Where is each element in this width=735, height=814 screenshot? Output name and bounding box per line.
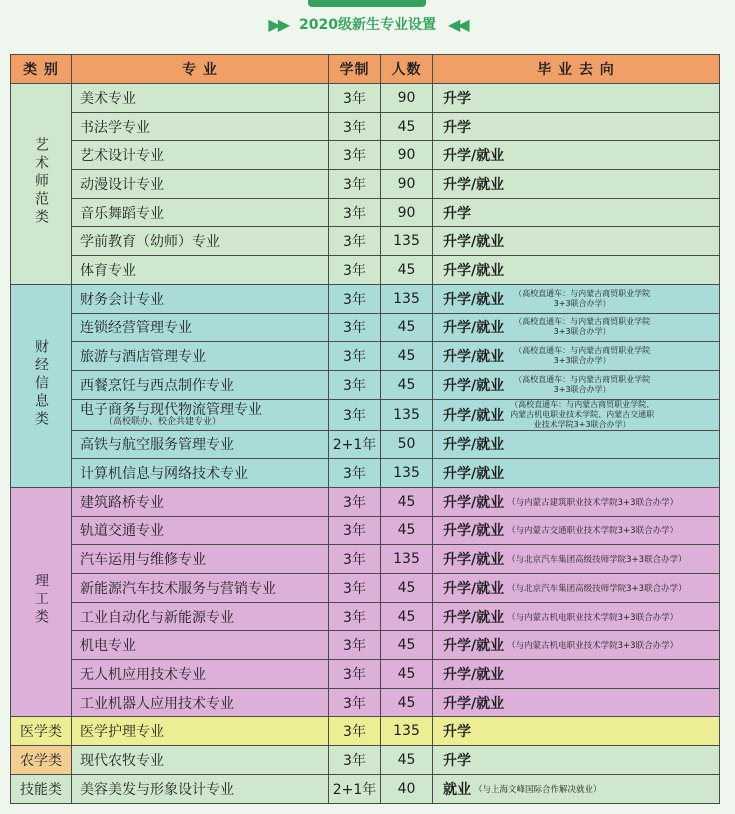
destination-cell bbox=[433, 631, 720, 660]
table-row bbox=[11, 227, 720, 256]
category-label: 医学类 bbox=[20, 724, 62, 741]
category-cell bbox=[11, 717, 72, 746]
destination-cell bbox=[433, 141, 720, 170]
count-cell: 135 bbox=[381, 717, 433, 746]
major-cell bbox=[72, 459, 329, 488]
count-cell: 90 bbox=[381, 84, 433, 113]
major-subtitle: （高校联办、校企共建专业） bbox=[104, 416, 222, 427]
destination-text: 升学/就业 bbox=[443, 580, 505, 597]
years-cell: 2+1年 bbox=[329, 430, 381, 459]
count-cell: 45 bbox=[381, 516, 433, 545]
major-cell bbox=[72, 660, 329, 689]
destination-text: 升学 bbox=[443, 724, 471, 741]
destination-text: 升学/就业 bbox=[443, 148, 505, 165]
destination-text: 升学/就业 bbox=[443, 552, 505, 569]
years-cell: 3年 bbox=[329, 688, 381, 717]
major-name: 机电专业 bbox=[80, 638, 136, 655]
destination-cell bbox=[433, 459, 720, 488]
count-cell: 45 bbox=[381, 313, 433, 342]
major-name: 音乐舞蹈专业 bbox=[80, 205, 164, 222]
major-name: 医学护理专业 bbox=[80, 724, 164, 741]
destination-note: （高校直通车：与内蒙古商贸职业学院3+3联合办学） bbox=[514, 317, 651, 337]
major-name: 高铁与航空服务管理专业 bbox=[80, 437, 234, 454]
major-name: 无人机应用技术专业 bbox=[80, 666, 206, 683]
major-name: 工业自动化与新能源专业 bbox=[80, 609, 234, 626]
arrow-right-icon: ▶▶ bbox=[268, 14, 288, 34]
destination-cell bbox=[433, 430, 720, 459]
years-cell: 3年 bbox=[329, 227, 381, 256]
destination-note: （与内蒙古交通职业技术学院3+3联合办学） bbox=[507, 526, 679, 537]
table-row bbox=[11, 717, 720, 746]
major-cell bbox=[72, 399, 329, 430]
destination-note: （高校直通车：与内蒙古商贸职业学院3+3联合办学） bbox=[514, 374, 651, 394]
destination-text: 升学/就业 bbox=[443, 666, 505, 683]
destination-text: 升学/就业 bbox=[443, 176, 505, 193]
destination-cell bbox=[433, 256, 720, 285]
destination-text: 升学/就业 bbox=[443, 609, 505, 626]
years-cell: 3年 bbox=[329, 487, 381, 516]
major-name: 新能源汽车技术服务与营销专业 bbox=[80, 580, 276, 597]
destination-text: 升学/就业 bbox=[443, 320, 505, 337]
years-cell: 3年 bbox=[329, 717, 381, 746]
years-cell: 3年 bbox=[329, 631, 381, 660]
destination-text: 升学/就业 bbox=[443, 494, 505, 511]
years-cell: 3年 bbox=[329, 545, 381, 574]
years-cell: 3年 bbox=[329, 746, 381, 775]
destination-text: 升学/就业 bbox=[443, 291, 505, 308]
category-cell bbox=[11, 487, 72, 717]
major-name: 学前教育（幼师）专业 bbox=[80, 234, 220, 251]
destination-text: 升学 bbox=[443, 119, 471, 136]
major-name: 建筑路桥专业 bbox=[80, 494, 164, 511]
table-row bbox=[11, 112, 720, 141]
years-cell: 3年 bbox=[329, 370, 381, 399]
destination-text: 升学/就业 bbox=[443, 437, 505, 454]
destination-cell bbox=[433, 660, 720, 689]
years-cell: 3年 bbox=[329, 574, 381, 603]
banner-title: 2020级新生专业设置 bbox=[299, 17, 436, 33]
destination-cell bbox=[433, 487, 720, 516]
major-cell bbox=[72, 574, 329, 603]
major-name: 书法学专业 bbox=[80, 119, 150, 136]
major-cell bbox=[72, 284, 329, 313]
major-cell bbox=[72, 631, 329, 660]
years-cell: 3年 bbox=[329, 198, 381, 227]
destination-cell bbox=[433, 227, 720, 256]
destination-text: 升学/就业 bbox=[443, 695, 505, 712]
years-cell: 3年 bbox=[329, 256, 381, 285]
category-cell bbox=[11, 84, 72, 285]
destination-note: （与上海文峰国际合作解决就业） bbox=[474, 784, 602, 795]
major-name: 电子商务与现代物流管理专业 bbox=[80, 401, 262, 418]
destination-cell bbox=[433, 370, 720, 399]
count-cell: 45 bbox=[381, 746, 433, 775]
destination-cell bbox=[433, 717, 720, 746]
major-cell bbox=[72, 487, 329, 516]
table-row bbox=[11, 256, 720, 285]
major-name: 美容美发与形象设计专业 bbox=[80, 781, 234, 798]
years-cell: 3年 bbox=[329, 284, 381, 313]
count-cell: 45 bbox=[381, 256, 433, 285]
header-major: 专 业 bbox=[72, 55, 329, 84]
table-row bbox=[11, 284, 720, 313]
major-cell bbox=[72, 516, 329, 545]
destination-cell bbox=[433, 545, 720, 574]
major-name: 汽车运用与维修专业 bbox=[80, 552, 206, 569]
major-cell bbox=[72, 430, 329, 459]
table-row bbox=[11, 746, 720, 775]
destination-cell bbox=[433, 746, 720, 775]
table-body bbox=[11, 84, 720, 804]
major-cell bbox=[72, 746, 329, 775]
years-cell: 3年 bbox=[329, 399, 381, 430]
destination-note: （与内蒙古机电职业技术学院3+3联合办学） bbox=[507, 641, 679, 652]
destination-cell bbox=[433, 399, 720, 430]
destination-note: （高校直通车：与内蒙古商贸职业学院、内蒙古机电职业技术学院、内蒙古交通职业技术学院3+3联合办学） bbox=[510, 399, 655, 429]
count-cell: 135 bbox=[381, 399, 433, 430]
count-cell: 90 bbox=[381, 198, 433, 227]
count-cell: 45 bbox=[381, 342, 433, 371]
destination-text: 升学/就业 bbox=[443, 234, 505, 251]
table-row bbox=[11, 313, 720, 342]
years-cell: 3年 bbox=[329, 112, 381, 141]
destination-text: 升学/就业 bbox=[443, 523, 505, 540]
table-row bbox=[11, 602, 720, 631]
destination-note: （与内蒙古机电职业技术学院3+3联合办学） bbox=[507, 612, 679, 623]
category-label: 财经信息类 bbox=[33, 338, 49, 429]
destination-text: 升学/就业 bbox=[443, 349, 505, 366]
major-name: 动漫设计专业 bbox=[80, 176, 164, 193]
years-cell: 3年 bbox=[329, 660, 381, 689]
table-row bbox=[11, 574, 720, 603]
category-cell bbox=[11, 746, 72, 775]
destination-note: （高校直通车：与内蒙古商贸职业学院3+3联合办学） bbox=[514, 346, 651, 366]
table-row bbox=[11, 487, 720, 516]
destination-text: 升学/就业 bbox=[443, 466, 505, 483]
major-cell bbox=[72, 170, 329, 199]
count-cell: 45 bbox=[381, 631, 433, 660]
major-name: 工业机器人应用技术专业 bbox=[80, 695, 234, 712]
count-cell: 45 bbox=[381, 112, 433, 141]
major-cell bbox=[72, 342, 329, 371]
major-cell bbox=[72, 717, 329, 746]
category-label: 艺术师范类 bbox=[33, 136, 49, 227]
table-row bbox=[11, 631, 720, 660]
count-cell: 135 bbox=[381, 545, 433, 574]
destination-cell bbox=[433, 170, 720, 199]
major-cell bbox=[72, 688, 329, 717]
table-row bbox=[11, 459, 720, 488]
destination-cell bbox=[433, 516, 720, 545]
destination-text: 就业 bbox=[443, 781, 471, 798]
years-cell: 3年 bbox=[329, 84, 381, 113]
major-name: 旅游与酒店管理专业 bbox=[80, 349, 206, 366]
count-cell: 90 bbox=[381, 141, 433, 170]
destination-cell bbox=[433, 112, 720, 141]
major-cell bbox=[72, 141, 329, 170]
destination-text: 升学/就业 bbox=[443, 262, 505, 279]
table-row bbox=[11, 774, 720, 803]
table-row bbox=[11, 516, 720, 545]
major-cell bbox=[72, 545, 329, 574]
major-name: 西餐烹饪与西点制作专业 bbox=[80, 377, 234, 394]
destination-cell bbox=[433, 84, 720, 113]
destination-note: （与内蒙古建筑职业技术学院3+3联合办学） bbox=[507, 497, 679, 508]
major-cell bbox=[72, 198, 329, 227]
section-banner bbox=[0, 10, 735, 38]
table-row bbox=[11, 141, 720, 170]
count-cell: 50 bbox=[381, 430, 433, 459]
major-name: 财务会计专业 bbox=[80, 291, 164, 308]
count-cell: 45 bbox=[381, 688, 433, 717]
destination-text: 升学 bbox=[443, 752, 471, 769]
table-row bbox=[11, 198, 720, 227]
major-cell bbox=[72, 774, 329, 803]
destination-cell bbox=[433, 313, 720, 342]
years-cell: 3年 bbox=[329, 170, 381, 199]
destination-cell bbox=[433, 774, 720, 803]
table-row bbox=[11, 688, 720, 717]
majors-table bbox=[10, 54, 719, 804]
table-header-row bbox=[11, 55, 720, 84]
category-label: 农学类 bbox=[20, 752, 62, 769]
years-cell: 3年 bbox=[329, 313, 381, 342]
major-name: 连锁经营管理专业 bbox=[80, 320, 192, 337]
header-category: 类 别 bbox=[11, 55, 72, 84]
destination-text: 升学 bbox=[443, 205, 471, 222]
destination-text: 升学 bbox=[443, 90, 471, 107]
major-name: 艺术设计专业 bbox=[80, 148, 164, 165]
major-name: 轨道交通专业 bbox=[80, 523, 164, 540]
table-row bbox=[11, 545, 720, 574]
destination-note: （高校直通车：与内蒙古商贸职业学院3+3联合办学） bbox=[514, 288, 651, 308]
years-cell: 3年 bbox=[329, 141, 381, 170]
table-row bbox=[11, 370, 720, 399]
destination-cell bbox=[433, 574, 720, 603]
count-cell: 45 bbox=[381, 660, 433, 689]
destination-text: 升学/就业 bbox=[443, 638, 505, 655]
destination-text: 升学/就业 bbox=[443, 377, 505, 394]
years-cell: 3年 bbox=[329, 459, 381, 488]
destination-text: 升学/就业 bbox=[443, 407, 505, 424]
table-row bbox=[11, 430, 720, 459]
table-row bbox=[11, 399, 720, 430]
destination-cell bbox=[433, 688, 720, 717]
destination-cell bbox=[433, 284, 720, 313]
major-cell bbox=[72, 370, 329, 399]
table-row bbox=[11, 84, 720, 113]
count-cell: 90 bbox=[381, 170, 433, 199]
header-destination: 毕 业 去 向 bbox=[433, 55, 720, 84]
destination-cell bbox=[433, 198, 720, 227]
count-cell: 135 bbox=[381, 459, 433, 488]
category-label: 理工类 bbox=[33, 573, 49, 628]
header-tab-decoration bbox=[308, 0, 426, 7]
table-row bbox=[11, 170, 720, 199]
category-cell bbox=[11, 774, 72, 803]
count-cell: 45 bbox=[381, 574, 433, 603]
count-cell: 45 bbox=[381, 370, 433, 399]
major-name: 体育专业 bbox=[80, 262, 136, 279]
count-cell: 135 bbox=[381, 227, 433, 256]
header-count: 人数 bbox=[381, 55, 433, 84]
destination-note: （与北京汽车集团高级技师学院3+3联合办学） bbox=[507, 555, 687, 566]
header-years: 学制 bbox=[329, 55, 381, 84]
years-cell: 3年 bbox=[329, 342, 381, 371]
major-cell bbox=[72, 227, 329, 256]
category-cell bbox=[11, 284, 72, 487]
major-cell bbox=[72, 602, 329, 631]
major-name: 现代农牧专业 bbox=[80, 752, 164, 769]
destination-cell bbox=[433, 342, 720, 371]
category-label: 技能类 bbox=[20, 781, 62, 798]
years-cell: 3年 bbox=[329, 602, 381, 631]
count-cell: 135 bbox=[381, 284, 433, 313]
years-cell: 2+1年 bbox=[329, 774, 381, 803]
major-cell bbox=[72, 313, 329, 342]
table-row bbox=[11, 342, 720, 371]
count-cell: 45 bbox=[381, 602, 433, 631]
destination-cell bbox=[433, 602, 720, 631]
count-cell: 40 bbox=[381, 774, 433, 803]
destination-note: （与北京汽车集团高级技师学院3+3联合办学） bbox=[507, 583, 687, 594]
major-cell bbox=[72, 84, 329, 113]
major-cell bbox=[72, 256, 329, 285]
arrow-left-icon: ◀◀ bbox=[447, 14, 467, 34]
major-name: 美术专业 bbox=[80, 90, 136, 107]
major-name: 计算机信息与网络技术专业 bbox=[80, 466, 248, 483]
table-row bbox=[11, 660, 720, 689]
major-cell bbox=[72, 112, 329, 141]
years-cell: 3年 bbox=[329, 516, 381, 545]
count-cell: 45 bbox=[381, 487, 433, 516]
